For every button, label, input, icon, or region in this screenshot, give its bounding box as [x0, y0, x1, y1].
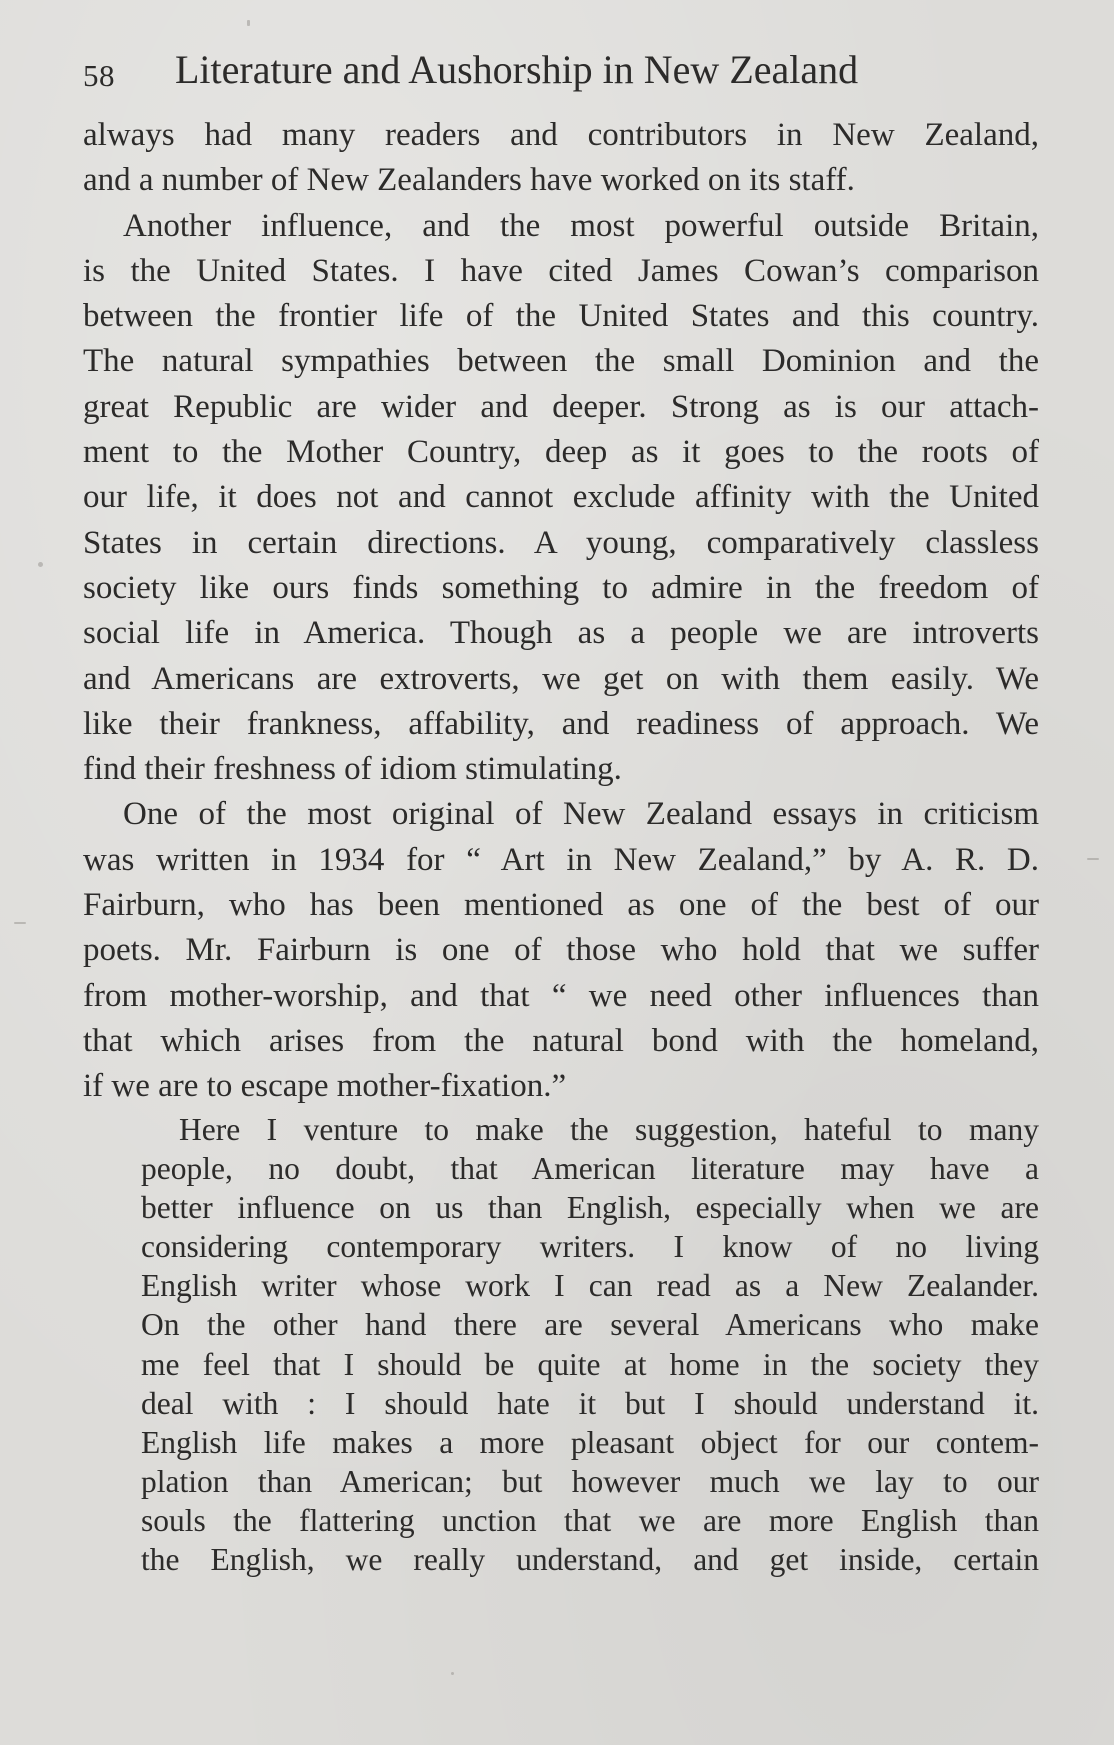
quote-line: English life makes a more pleasant object for our contem- — [141, 1424, 1039, 1460]
quote-line: souls the flattering unction that we are more English than — [141, 1502, 1039, 1538]
text-line: great Republic are wider and deeper. Strong as is our attach- — [83, 388, 1039, 425]
paragraph-1 — [83, 113, 1039, 204]
text-line: find their freshness of idiom stimulating. — [83, 751, 622, 788]
paper-speck — [38, 562, 43, 567]
quote-line: people, no doubt, that American literature may have a — [141, 1151, 1039, 1187]
text-line: our life, it does not and cannot exclude affinity with the United — [83, 479, 1039, 516]
quote-line: deal with : I should hate it but I should understand it. — [141, 1385, 1039, 1421]
quote-line: plation than American; but however much we lay to our — [141, 1463, 1039, 1499]
quote-line: me feel that I should be quite at home in the society they — [141, 1346, 1039, 1382]
text-line: States in certain directions. A young, comparatively classless — [83, 524, 1039, 561]
text-line: ment to the Mother Country, deep as it goes to the roots of — [83, 434, 1039, 471]
text-line: between the frontier life of the United States and this country. — [83, 298, 1039, 335]
text-line: from mother-worship, and that “ we need other influences than — [83, 977, 1039, 1014]
paper-speck — [14, 922, 26, 924]
page-header — [83, 42, 1043, 102]
text-line: poets. Mr. Fairburn is one of those who hold that we suffer — [83, 932, 1039, 969]
text-line: that which arises from the natural bond with the homeland, — [83, 1022, 1039, 1059]
paragraph-2 — [83, 204, 1039, 793]
quote-line: Here I venture to make the suggestion, hateful to many — [179, 1112, 1039, 1147]
text-line: was written in 1934 for “ Art in New Zealand,” by A. R. D. — [83, 841, 1039, 878]
text-line: is the United States. I have cited James Cowan’s comparison — [83, 252, 1039, 289]
paper-speck — [247, 20, 250, 26]
text-line: if we are to escape mother-fixation.” — [83, 1068, 567, 1105]
quote-line: the English, we really understand, and get inside, certain — [141, 1542, 1039, 1578]
text-line: Fairburn, who has been mentioned as one of the best of our — [83, 887, 1039, 924]
quote-line: English writer whose work I can read as a New Zealander. — [141, 1268, 1039, 1304]
text-line: Another influence, and the most powerful outside Britain, — [123, 207, 1039, 244]
text-line: and Americans are extroverts, we get on with them easily. We — [83, 660, 1039, 697]
paper-speck — [451, 1672, 454, 1675]
block-quote — [141, 1110, 1039, 1579]
text-line: social life in America. Though as a people we are introverts — [83, 615, 1039, 652]
text-line: like their frankness, affability, and readiness of approach. We — [83, 705, 1039, 742]
paper-speck — [1087, 858, 1099, 860]
running-title: Literature and Aushorship in New Zealand — [175, 47, 859, 92]
body-text — [83, 113, 1039, 1110]
text-line: society like ours finds something to admire in the freedom of — [83, 569, 1039, 606]
text-line: One of the most original of New Zealand essays in criticism — [123, 796, 1039, 833]
quote-line: better influence on us than English, especially when we are — [141, 1190, 1039, 1226]
quote-line: considering contemporary writers. I know of no living — [141, 1229, 1039, 1265]
paragraph-3 — [83, 792, 1039, 1109]
page-number: 58 — [83, 58, 115, 93]
quote-line: On the other hand there are several Americans who make — [141, 1307, 1039, 1343]
text-line: The natural sympathies between the small Dominion and the — [83, 343, 1039, 380]
text-line: and a number of New Zealanders have worked on its staff. — [83, 162, 855, 199]
text-line: always had many readers and contributors in New Zealand, — [83, 117, 1039, 153]
